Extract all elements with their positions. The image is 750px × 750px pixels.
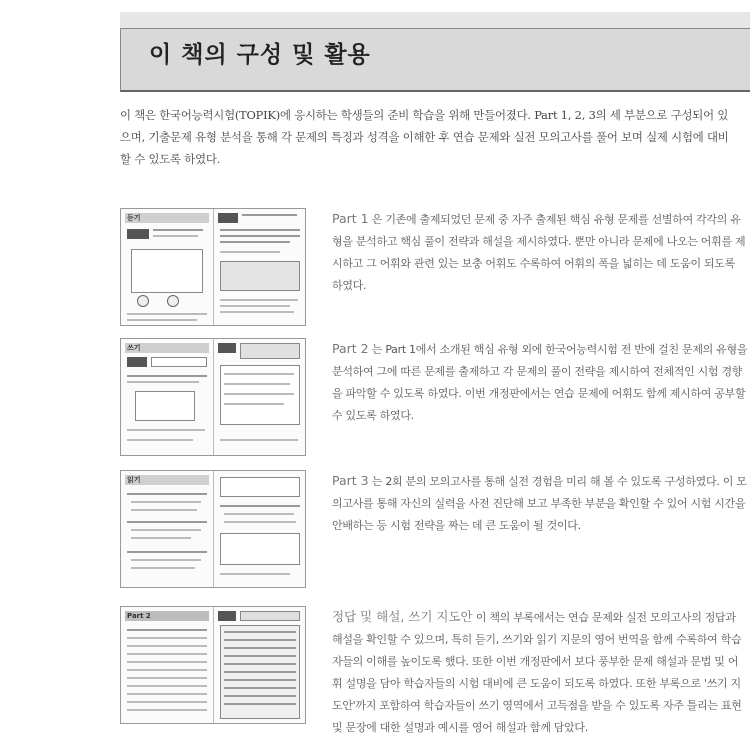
part-3-label: Part 3 (332, 473, 369, 488)
part-3-description (332, 470, 748, 537)
part-3-thumbnail (120, 470, 306, 588)
thumb-left-page (121, 209, 214, 326)
thumb-right-page (214, 209, 306, 326)
thumb-tag: 쓰기 (127, 344, 141, 352)
appendix-description (332, 606, 748, 739)
part-3-text: 는 2회 분의 모의고사를 통해 실전 경험을 미리 해 볼 수 있도록 구성하였다. 이 모의고사를 통해 자신의 실력을 사전 진단해 보고 부족한 부분을 확인할 수 있어 시험 시간을 안배하는 등 시험 전략을 짜는 데 큰 도움이 될 것이다. (332, 475, 747, 532)
part-2-label: Part 2 (332, 341, 369, 356)
thumb-right-page (214, 471, 306, 588)
part-1-text: 은 기존에 출제되었던 문제 중 자주 출제된 핵심 유형 문제를 선별하여 각각의 유형을 분석하고 핵심 풀이 전략과 해설을 제시하였다. 뿐만 아니라 문제에 나오는 어휘를 제시하고 그 어휘와 관련 있는 보충 어휘도 수록하여 어휘의 폭을 넓히는 데 도움이 되도록 하였다. (332, 213, 746, 292)
part-1-description (332, 208, 748, 297)
thumb-tag: 읽기 (127, 476, 141, 484)
appendix-text: 이 책의 부록에서는 연습 문제와 실전 모의고사의 정답과 해설을 확인할 수 있으며, 특히 듣기, 쓰기와 읽기 지문의 영어 번역을 함께 수록하여 학습자들의 이해를 높이도록 했다. 또한 이번 개정판에서 보다 풍부한 문제 해설과 문법 및 어휘 설명을 담아 학습자들의 시험 대비에 큰 도움이 되도록 하였다. 또한 부록으로 '쓰기 지도안'까지 포함하여 학습자들이 쓰기 영역에서 고득점을 받을 수 있도록 자주 틀리는 표현 및 문장에 대한 설명과 예시를 영어 해설과 함께 담았다. (332, 611, 742, 734)
thumb-tag: 듣기 (127, 214, 141, 222)
thumb-tag: Part 2 (127, 612, 151, 620)
part-1-label: Part 1 (332, 211, 369, 226)
thumb-left-page (121, 339, 214, 456)
appendix-label: 정답 및 해설, 쓰기 지도안 (332, 609, 473, 624)
part-2-text: 는 Part 1에서 소개된 핵심 유형 외에 한국어능력시험 전 반에 걸친 문제의 유형을 분석하여 그에 따른 문제를 출제하고 각 문제의 풀이 전략을 제시하여 전체적인 시험 경향을 파악할 수 있도록 하였다. 이번 개정판에서는 연습 문제에 어휘도 함께 제시하여 공부할 수 있도록 하였다. (332, 343, 748, 422)
part-2-description (332, 338, 748, 427)
part-2-thumbnail (120, 338, 306, 456)
thumb-left-page (121, 471, 214, 588)
thumb-right-page (214, 339, 306, 456)
intro-paragraph: 이 책은 한국어능력시험(TOPIK)에 응시하는 학생들의 준비 학습을 위해 만들어졌다. Part 1, 2, 3의 세 부분으로 구성되어 있으며, 기출문제 유형 분석을 통해 각 문제의 특징과 성격을 이해한 후 연습 문제와 실전 모의고사를 풀어 보며 실제 시험에 대비할 수 있도록 하였다. (120, 108, 729, 166)
part-1-thumbnail (120, 208, 306, 326)
thumb-left-page (121, 607, 214, 724)
thumb-right-page (214, 607, 306, 724)
appendix-thumbnail (120, 606, 306, 724)
page-title: 이 책의 구성 및 활용 (149, 42, 371, 68)
